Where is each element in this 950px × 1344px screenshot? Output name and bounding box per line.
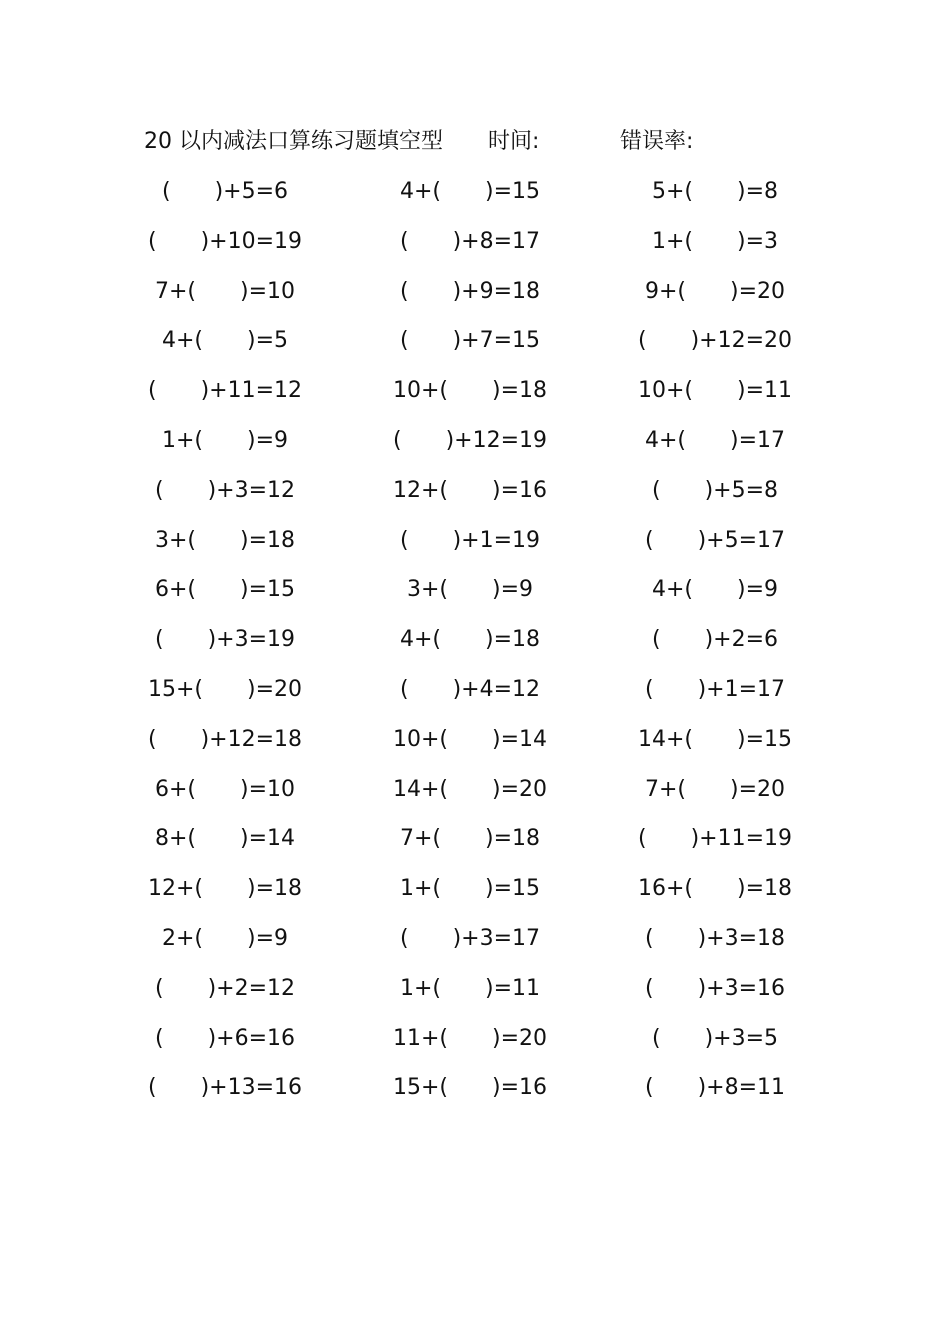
problem-item: 4+( )=15 bbox=[399, 179, 541, 204]
problem-row bbox=[110, 620, 850, 670]
problem-item: ( )+1=19 bbox=[399, 527, 541, 553]
problem-row bbox=[110, 471, 850, 521]
problem-item: 7+( )=18 bbox=[399, 826, 541, 852]
problem-item: 1+( )=3 bbox=[651, 228, 779, 254]
problem-row bbox=[110, 321, 850, 371]
problem-item: ( )+4=12 bbox=[399, 676, 541, 702]
problem-item: ( )+12=19 bbox=[392, 427, 548, 453]
problem-item: 2+( )=9 bbox=[161, 925, 289, 951]
problem-item: 1+( )=11 bbox=[399, 975, 541, 1001]
problem-item: ( )+5=17 bbox=[644, 527, 786, 553]
problem-item: ( )+3=19 bbox=[154, 627, 296, 653]
problem-row bbox=[110, 720, 850, 770]
problem-item: ( )+11=12 bbox=[147, 378, 303, 404]
time-label: 时间: bbox=[488, 129, 540, 154]
problem-row bbox=[110, 969, 850, 1019]
problem-item: ( )+5=8 bbox=[651, 477, 779, 503]
problem-row bbox=[110, 222, 850, 272]
problem-item: ( )+9=18 bbox=[399, 278, 541, 304]
problem-item: 4+( )=17 bbox=[644, 427, 786, 453]
problem-item: 15+( )=20 bbox=[147, 676, 303, 702]
problem-item: 4+( )=5 bbox=[161, 328, 289, 354]
problem-item: ( )+13=16 bbox=[147, 1075, 303, 1101]
problem-item: 5+( )=8 bbox=[651, 179, 779, 204]
problem-item: ( )+3=18 bbox=[644, 925, 786, 951]
problem-item: ( )+3=17 bbox=[399, 925, 541, 951]
problem-item: 14+( )=15 bbox=[637, 726, 793, 752]
error-rate-label: 错误率: bbox=[620, 129, 694, 154]
problem-item: ( )+7=15 bbox=[399, 328, 541, 354]
problem-item: ( )+12=20 bbox=[637, 328, 793, 354]
problem-item: 4+( )=18 bbox=[399, 627, 541, 653]
problem-row bbox=[110, 1019, 850, 1069]
problem-item: ( )+10=19 bbox=[147, 228, 303, 254]
problem-item: 10+( )=18 bbox=[392, 378, 548, 404]
problem-item: 12+( )=18 bbox=[147, 876, 303, 902]
problem-row bbox=[110, 770, 850, 820]
problem-item: 3+( )=18 bbox=[154, 527, 296, 553]
problem-item: 11+( )=20 bbox=[392, 1025, 548, 1051]
problem-item: 1+( )=15 bbox=[399, 876, 541, 902]
problem-item: ( )+2=12 bbox=[154, 975, 296, 1001]
problem-item: 6+( )=15 bbox=[154, 577, 296, 603]
problem-item: 12+( )=16 bbox=[392, 477, 548, 503]
problem-item: 10+( )=14 bbox=[392, 726, 548, 752]
problem-item: ( )+5=6 bbox=[161, 179, 289, 204]
worksheet-title: 20 以内减法口算练习题填空型 bbox=[144, 129, 443, 154]
problem-item: 3+( )=9 bbox=[406, 577, 534, 603]
problem-item: ( )+8=11 bbox=[644, 1075, 786, 1101]
problem-row bbox=[110, 819, 850, 869]
problem-item: ( )+2=6 bbox=[651, 627, 779, 653]
problem-row bbox=[110, 521, 850, 571]
problem-row bbox=[110, 421, 850, 471]
problem-row bbox=[110, 919, 850, 969]
problem-item: 6+( )=10 bbox=[154, 776, 296, 802]
problem-item: 15+( )=16 bbox=[392, 1075, 548, 1101]
problem-row bbox=[110, 371, 850, 421]
problem-row bbox=[110, 869, 850, 919]
problem-row bbox=[110, 1068, 850, 1118]
problem-item: 14+( )=20 bbox=[392, 776, 548, 802]
problem-item: 7+( )=10 bbox=[154, 278, 296, 304]
problem-item: ( )+12=18 bbox=[147, 726, 303, 752]
problem-item: 4+( )=9 bbox=[651, 577, 779, 603]
problem-item: 9+( )=20 bbox=[644, 278, 786, 304]
problem-item: 16+( )=18 bbox=[637, 876, 793, 902]
problem-item: ( )+6=16 bbox=[154, 1025, 296, 1051]
problem-item: 10+( )=11 bbox=[637, 378, 793, 404]
problem-row bbox=[110, 570, 850, 620]
problem-item: 1+( )=9 bbox=[161, 427, 289, 453]
problem-item: 7+( )=20 bbox=[644, 776, 786, 802]
problem-row bbox=[110, 670, 850, 720]
worksheet-header bbox=[0, 124, 950, 160]
problem-row bbox=[110, 272, 850, 322]
problem-item: ( )+1=17 bbox=[644, 676, 786, 702]
problem-item: ( )+3=16 bbox=[644, 975, 786, 1001]
problem-item: ( )+3=5 bbox=[651, 1025, 779, 1051]
problem-item: 8+( )=14 bbox=[154, 826, 296, 852]
problem-item: ( )+11=19 bbox=[637, 826, 793, 852]
problem-item: ( )+3=12 bbox=[154, 477, 296, 503]
problem-row bbox=[110, 172, 850, 222]
problem-item: ( )+8=17 bbox=[399, 228, 541, 254]
problem-grid bbox=[110, 172, 850, 1118]
